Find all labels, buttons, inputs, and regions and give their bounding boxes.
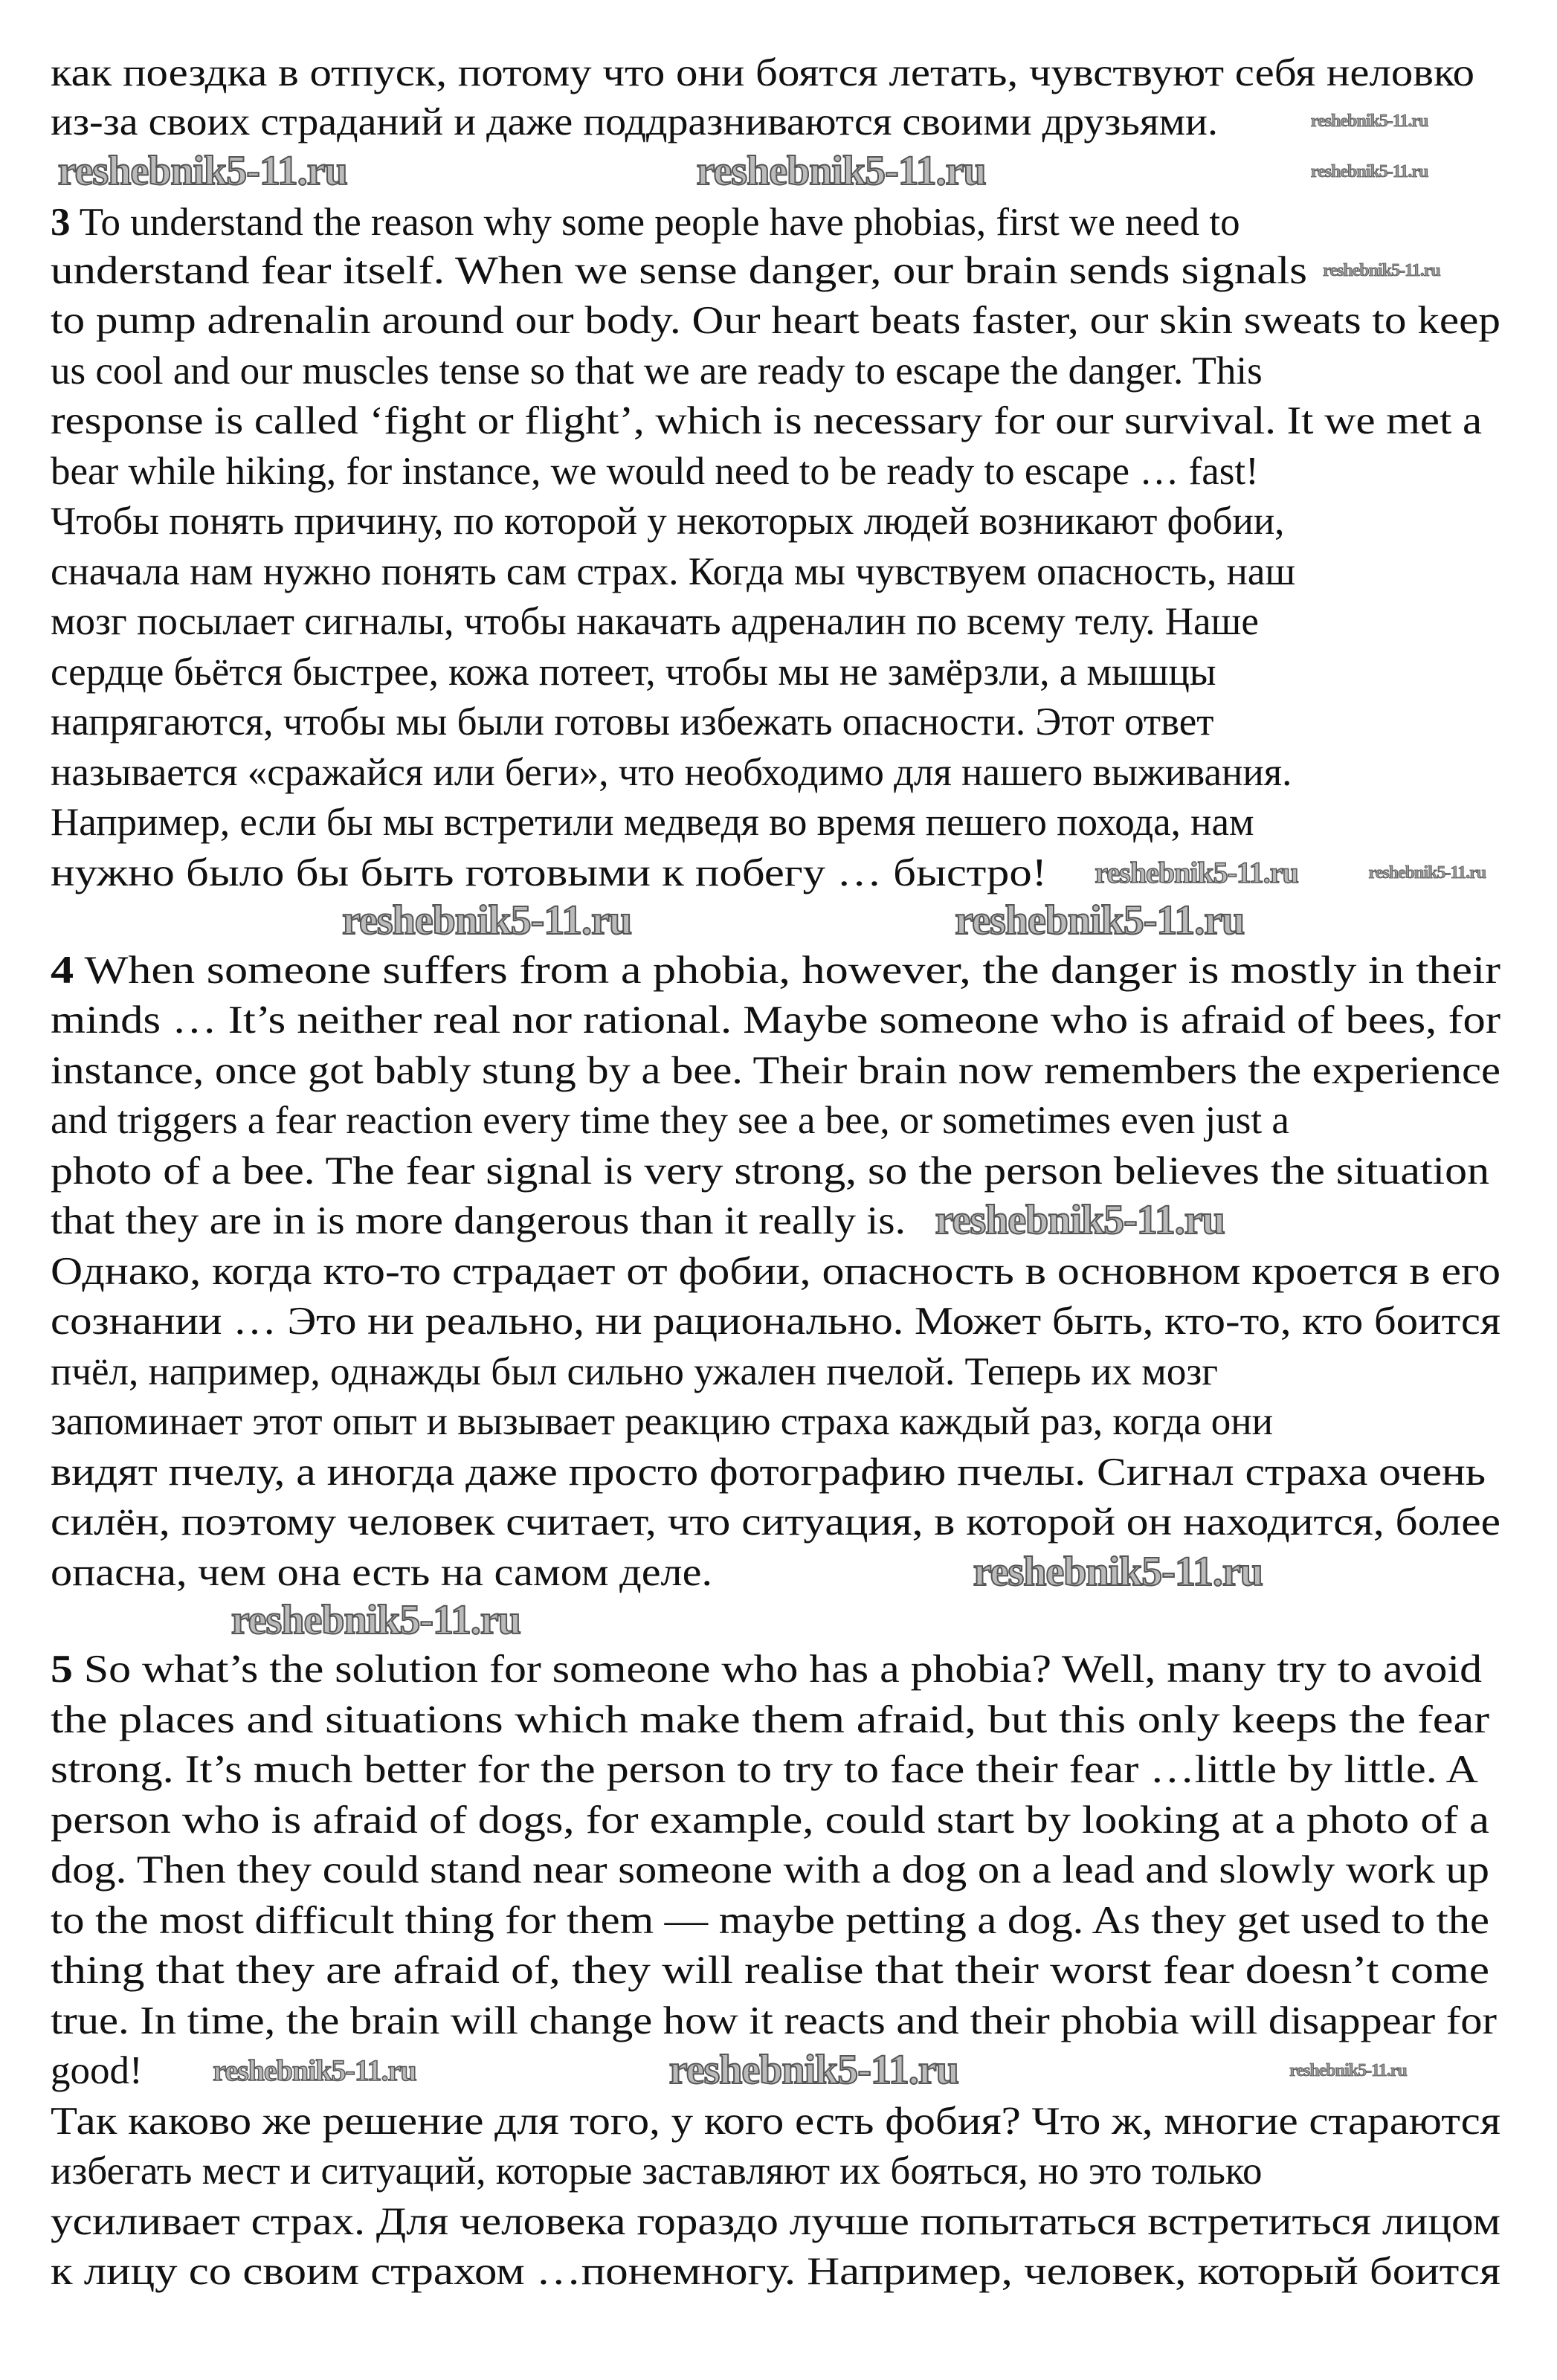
watermark: reshebnik5-11.ru bbox=[1368, 862, 1486, 883]
text-line-content: photo of a bee. The fear signal is very strong, so the person believes the situation bbox=[51, 1149, 1490, 1193]
text-line-content: опасна, чем она есть на самом деле. bbox=[51, 1550, 712, 1594]
text-line bbox=[51, 1846, 1489, 1894]
text-line-content: избегать мест и ситуаций, которые заставляют их бояться, но это только bbox=[51, 2150, 1263, 2193]
text-line bbox=[51, 1097, 1289, 1144]
text-line-content: запоминает этот опыт и вызывает реакцию страха каждый раз, когда они bbox=[51, 1400, 1274, 1444]
text-line-content: сознании … Это ни реально, ни рационально. Может быть, кто-то, кто боится bbox=[51, 1300, 1500, 1344]
text-line bbox=[51, 2147, 1262, 2195]
watermark: reshebnik5-11.ru bbox=[935, 1197, 1225, 1244]
text-line-content: как поездка в отпуск, потому что они боятся летать, чувствуют себя неловко bbox=[51, 51, 1475, 95]
text-line-content: and triggers a fear reaction every time they see a bee, or sometimes even just a bbox=[51, 1099, 1289, 1143]
text-line bbox=[51, 397, 1482, 445]
watermark: reshebnik5-11.ru bbox=[696, 148, 986, 195]
watermark: reshebnik5-11.ru bbox=[1289, 2061, 1407, 2081]
text-line bbox=[51, 199, 1240, 246]
text-line bbox=[51, 2248, 1500, 2295]
text-line bbox=[51, 1897, 1489, 1944]
text-line bbox=[51, 1947, 1489, 1994]
text-line bbox=[51, 1796, 1489, 1844]
text-line-content: that they are in is more dangerous than it really is. bbox=[51, 1199, 906, 1243]
text-line bbox=[51, 1047, 1500, 1094]
text-line bbox=[51, 698, 1213, 746]
text-line bbox=[51, 1549, 712, 1596]
text-line-content: усиливает страх. Для человека гораздо лучше попытаться встретиться лицом bbox=[51, 2199, 1500, 2243]
text-line bbox=[51, 1248, 1500, 1295]
text-line bbox=[51, 1348, 1218, 1396]
text-line-content: response is called ‘fight or flight’, which is necessary for our survival. It we met a bbox=[51, 399, 1482, 443]
text-line-content: true. In time, the brain will change how it reacts and their phobia will disappear for bbox=[51, 1999, 1497, 2042]
text-line bbox=[51, 2198, 1500, 2245]
text-line-content: видят пчелу, а иногда даже просто фотографию пчелы. Сигнал страха очень bbox=[51, 1450, 1486, 1494]
text-line-content: dog. Then they could stand near someone with a dog on a lead and slowly work up bbox=[51, 1848, 1490, 1892]
text-line bbox=[51, 849, 1047, 897]
text-line-content: understand fear itself. When we sense danger, our brain sends signals bbox=[51, 249, 1307, 292]
text-line bbox=[51, 1147, 1489, 1195]
text-line-content: мозг посылает сигналы, чтобы накачать адреналин по всему телу. Наше bbox=[51, 600, 1259, 644]
text-line-content: силён, поэтому человек считает, что ситуация, в которой он находится, более bbox=[51, 1500, 1500, 1544]
paragraph-number: 3 bbox=[51, 200, 71, 244]
text-line-content: называется «сражайся или беги», что необходимо для нашего выживания. bbox=[51, 750, 1292, 794]
text-line bbox=[51, 648, 1216, 696]
text-line-content: напрягаются, чтобы мы были готовы избежать опасности. Этот ответ bbox=[51, 700, 1214, 744]
text-line-content: сердце бьётся быстрее, кожа потеет, чтобы мы не замёрзли, а мышцы bbox=[51, 650, 1216, 694]
text-line-content: к лицу со своим страхом …понемногу. Например, человек, который боится bbox=[51, 2250, 1500, 2294]
text-line bbox=[51, 49, 1474, 97]
text-line bbox=[51, 1448, 1486, 1496]
watermark: reshebnik5-11.ru bbox=[342, 897, 632, 944]
text-line bbox=[51, 1696, 1489, 1744]
text-line-content: to the most difficult thing for them — maybe petting a dog. As they get used to the bbox=[51, 1898, 1490, 1942]
text-line bbox=[51, 946, 1500, 994]
text-line bbox=[51, 1297, 1500, 1345]
text-line bbox=[51, 1746, 1478, 1793]
text-line-content: пчёл, например, однажды был сильно ужален пчелой. Теперь их мозг bbox=[51, 1349, 1218, 1393]
text-line-content: To understand the reason why some people have phobias, first we need to bbox=[79, 200, 1240, 244]
text-line-content: Чтобы понять причину, по которой у некоторых людей возникают фобии, bbox=[51, 500, 1285, 544]
text-line bbox=[51, 1498, 1500, 1546]
watermark: reshebnik5-11.ru bbox=[57, 148, 347, 195]
watermark: reshebnik5-11.ru bbox=[1323, 260, 1440, 280]
text-line-content: the places and situations which make them afraid, but this only keeps the fear bbox=[51, 1697, 1490, 1741]
text-line bbox=[51, 996, 1500, 1044]
text-line-content: to pump adrenalin around our body. Our heart beats faster, our skin sweats to keep bbox=[51, 299, 1500, 343]
text-line bbox=[51, 2097, 1500, 2145]
text-line bbox=[51, 247, 1307, 294]
watermark: reshebnik5-11.ru bbox=[213, 2054, 416, 2088]
watermark: reshebnik5-11.ru bbox=[231, 1597, 520, 1644]
watermark: reshebnik5-11.ru bbox=[1310, 161, 1428, 181]
text-line bbox=[51, 2047, 143, 2094]
text-line-content: person who is afraid of dogs, for example, could start by looking at a photo of a bbox=[51, 1798, 1490, 1842]
text-line-content: thing that they are afraid of, they will realise that their worst fear doesn’t come bbox=[51, 1949, 1489, 1993]
watermark: reshebnik5-11.ru bbox=[955, 897, 1245, 944]
text-line-content: Например, если бы мы встретили медведя во время пешего похода, нам bbox=[51, 801, 1254, 845]
text-line-content: Так каково же решение для того, у кого есть фобия? Что ж, многие стараются bbox=[51, 2099, 1500, 2143]
text-line bbox=[51, 799, 1254, 846]
text-line-content: bear while hiking, for instance, we would need to be ready to escape … fast! bbox=[51, 449, 1259, 493]
text-line-content: minds … It’s neither real nor rational. Maybe someone who is afraid of bees, for bbox=[51, 999, 1500, 1042]
watermark: reshebnik5-11.ru bbox=[1310, 112, 1428, 132]
watermark: reshebnik5-11.ru bbox=[1095, 855, 1298, 889]
text-line-content: So what’s the solution for someone who has a phobia? Well, many try to avoid bbox=[83, 1648, 1482, 1692]
text-line-content: instance, once got bably stung by a bee. Their brain now remembers the experience bbox=[51, 1048, 1501, 1092]
text-line bbox=[51, 749, 1292, 796]
text-line bbox=[51, 98, 1218, 146]
text-line-content: Однако, когда кто-то страдает от фобии, опасность в основном кроется в его bbox=[51, 1249, 1500, 1293]
watermark: reshebnik5-11.ru bbox=[973, 1548, 1263, 1595]
text-line-content: us cool and our muscles tense so that we are ready to escape the danger. This bbox=[51, 349, 1263, 393]
text-line bbox=[51, 1398, 1273, 1445]
text-line-content: strong. It’s much better for the person to try to face their fear …little by little. A bbox=[51, 1748, 1478, 1792]
text-line bbox=[51, 1645, 1482, 1693]
paragraph-number: 4 bbox=[51, 948, 74, 992]
text-line-content: из-за своих страданий и даже поддразниваются своими друзьями. bbox=[51, 100, 1218, 143]
text-line bbox=[51, 347, 1263, 395]
text-line bbox=[51, 1197, 906, 1245]
paragraph-number: 5 bbox=[51, 1648, 73, 1692]
text-line-content: сначала нам нужно понять сам страх. Когда мы чувствуем опасность, наш bbox=[51, 549, 1296, 593]
text-line bbox=[51, 1997, 1497, 2045]
text-line bbox=[51, 297, 1500, 344]
text-line bbox=[51, 448, 1259, 495]
text-line-content: нужно было бы быть готовыми к побегу … быстро! bbox=[51, 851, 1047, 894]
text-line bbox=[51, 497, 1284, 545]
text-line-content: When someone suffers from a phobia, however, the danger is mostly in their bbox=[84, 948, 1501, 992]
text-line bbox=[51, 548, 1295, 596]
text-line bbox=[51, 598, 1259, 645]
watermark: reshebnik5-11.ru bbox=[668, 2047, 958, 2094]
text-line-content: good! bbox=[51, 2049, 143, 2093]
